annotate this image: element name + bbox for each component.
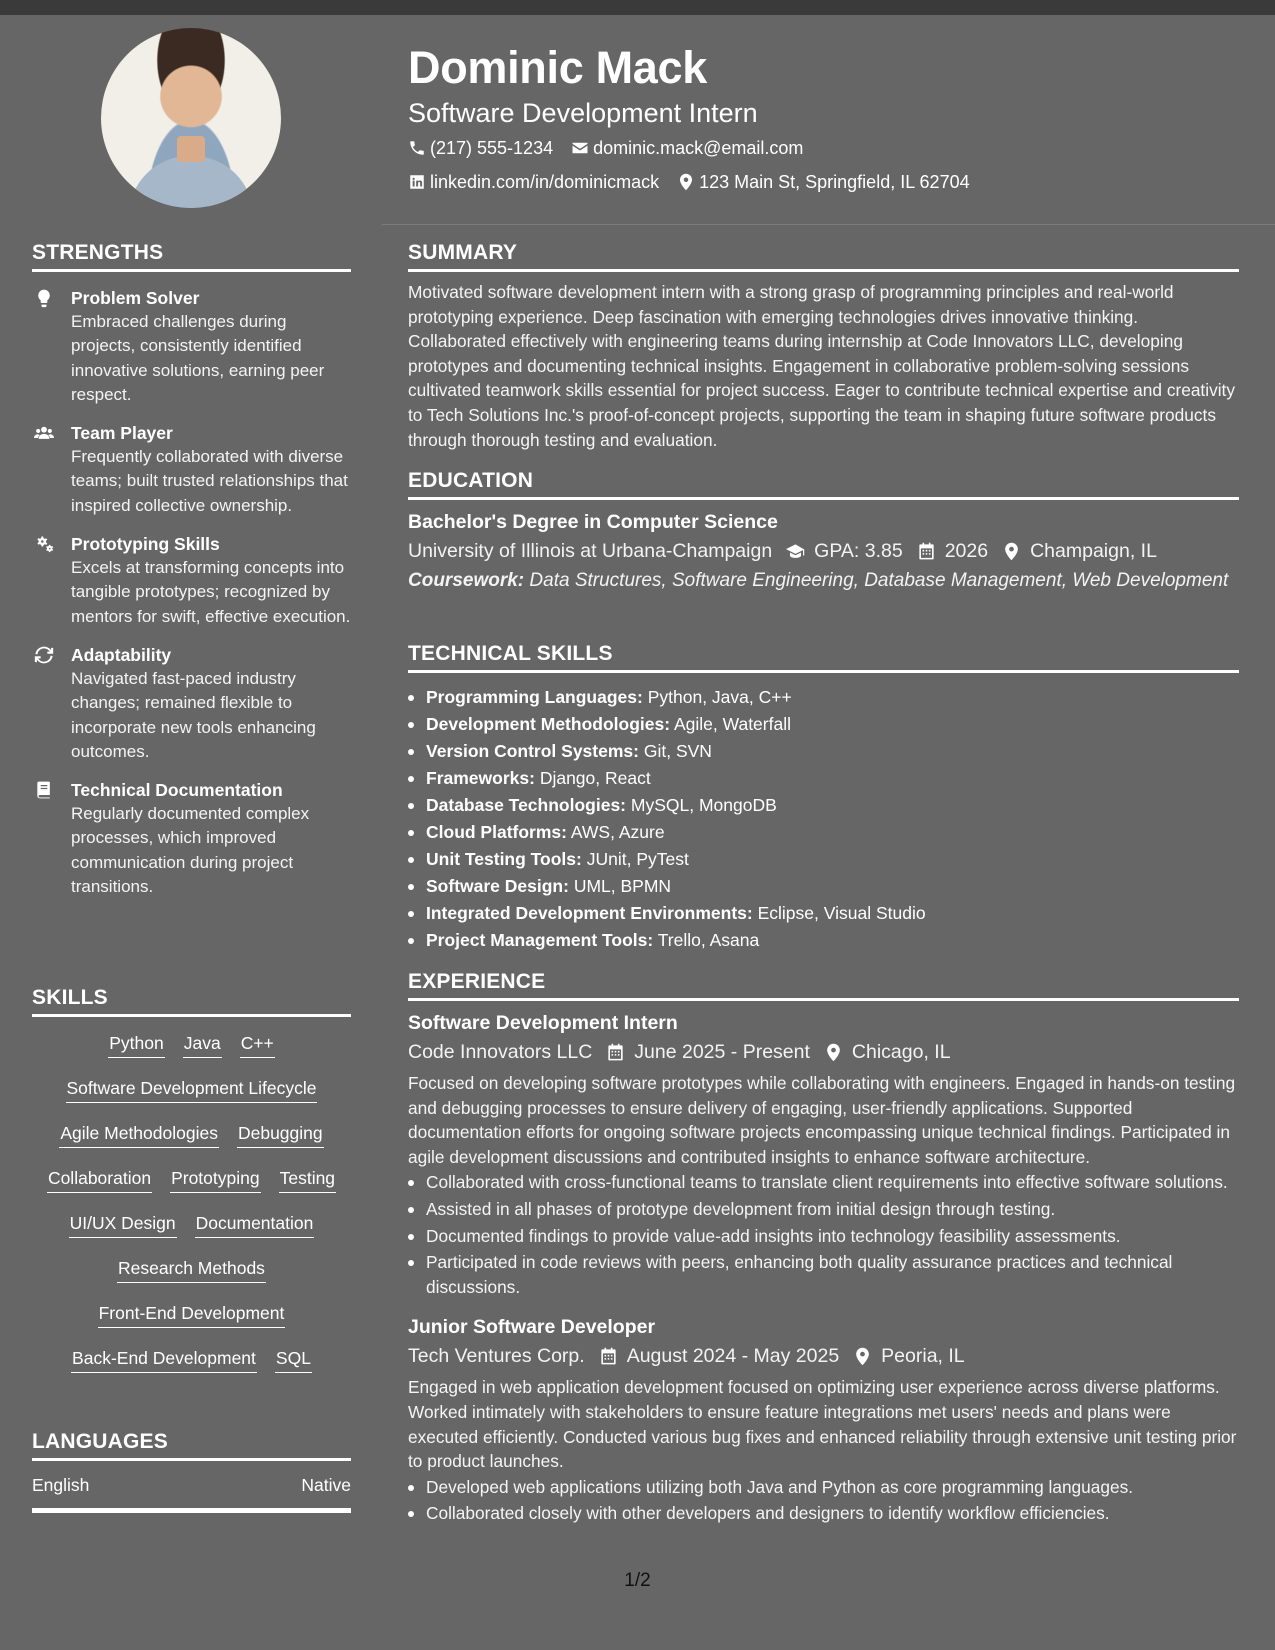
strength-title: Problem Solver — [71, 288, 200, 308]
list-item: Assisted in all phases of prototype development from initial design through testing. — [408, 1197, 1239, 1222]
job-description: Engaged in web application development focused on optimizing user experience across diverse platforms. Worked intimately with stakeholders to ensure feature integrations met users' needs and plans were executed efficiently. Conducted various bug fixes and enhanced reliability through extensive unit testing prior to product launches. — [408, 1377, 1237, 1472]
skill-chip: Research Methods — [117, 1254, 266, 1283]
phone-contact — [408, 132, 553, 164]
job-title: Junior Software Developer — [408, 1316, 656, 1339]
skill-chip: Collaboration — [47, 1164, 152, 1193]
skill-row — [32, 1164, 351, 1209]
coursework — [408, 568, 1239, 593]
section-title: TECHNICAL SKILLS — [408, 642, 1239, 673]
skill-chip: Front-End Development — [98, 1299, 286, 1328]
graduation-cap-icon — [786, 542, 805, 561]
sync-icon — [32, 644, 56, 666]
strength-description: Navigated fast-paced industry changes; remained flexible to incorporate new tools enhancing outcomes. — [71, 668, 316, 761]
address-contact — [677, 166, 970, 198]
strength-item — [32, 286, 351, 407]
job-entry — [408, 1313, 1239, 1526]
header-divider — [382, 224, 1275, 225]
section-title: STRENGTHS — [32, 241, 351, 272]
section-title: SKILLS — [32, 986, 351, 1017]
skill-chip: UI/UX Design — [69, 1209, 177, 1238]
skills-section — [32, 986, 351, 1389]
experience-section — [408, 970, 1239, 1528]
page-indicator: 1/2 — [624, 1570, 651, 1591]
job-location: Peoria, IL — [853, 1341, 964, 1371]
map-pin-icon — [1002, 542, 1021, 561]
users-icon — [32, 422, 56, 444]
list-item: Development Methodologies: Agile, Waterfall — [408, 711, 1239, 738]
phone-number: (217) 555-1234 — [430, 138, 554, 158]
list-item: Collaborated closely with other developers and designers to identify workflow efficiencies. — [408, 1501, 1239, 1526]
job-bullets — [408, 1475, 1239, 1526]
languages-section — [32, 1430, 351, 1513]
section-title: LANGUAGES — [32, 1430, 351, 1461]
skill-chip: Java — [183, 1029, 222, 1058]
phone-icon — [408, 139, 426, 157]
job-description: Focused on developing software prototypes while collaborating with engineers. Engaged in hands-on testing and debugging processes to ensure delivery of engaging, user-friendly applications. Supported documentation efforts for ongoing software projects encompassing unique technical findings. Participated in agile development discussions and contributed insights to enhance software architecture. — [408, 1073, 1236, 1167]
contact-row — [408, 166, 1238, 198]
skill-row — [32, 1254, 351, 1299]
email-address[interactable]: dominic.mack@email.com — [593, 138, 804, 158]
list-item: Cloud Platforms: AWS, Azure — [408, 819, 1239, 846]
degree-title: Bachelor's Degree in Computer Science — [408, 511, 778, 533]
calendar-icon — [917, 542, 936, 561]
coursework-list: Data Structures, Software Engineering, Database Management, Web Development — [529, 570, 1229, 591]
strengths-section — [32, 241, 351, 899]
strength-item — [32, 421, 351, 518]
graduation-year: 2026 — [917, 536, 988, 566]
calendar-icon — [599, 1347, 618, 1366]
education-meta — [408, 536, 1239, 566]
contact-row — [408, 132, 1238, 164]
skill-row — [32, 1299, 351, 1344]
language-row — [32, 1475, 351, 1513]
skill-row — [32, 1209, 351, 1254]
skill-chip: Software Development Lifecycle — [66, 1074, 318, 1103]
list-item: Database Technologies: MySQL, MongoDB — [408, 792, 1239, 819]
envelope-icon — [571, 139, 589, 157]
job-location: Chicago, IL — [824, 1037, 951, 1067]
list-item: Collaborated with cross-functional teams to translate client requirements into effective software solutions. — [408, 1170, 1239, 1195]
strength-description: Excels at transforming concepts into tangible prototypes; recognized by mentors for swift, effective execution. — [71, 558, 351, 626]
skill-row — [32, 1074, 351, 1119]
map-pin-icon — [853, 1347, 872, 1366]
strength-title: Prototyping Skills — [71, 534, 220, 555]
skill-chip: Agile Methodologies — [59, 1119, 219, 1148]
linkedin-contact[interactable] — [408, 166, 659, 198]
calendar-icon — [606, 1043, 625, 1062]
job-title: Software Development Intern — [408, 1012, 678, 1034]
strength-title: Technical Documentation — [71, 780, 283, 801]
skill-row — [32, 1119, 351, 1164]
book-icon — [32, 779, 56, 801]
linkedin-url[interactable]: linkedin.com/in/dominicmack — [430, 172, 660, 192]
strength-item — [32, 532, 351, 629]
list-item: Documented findings to provide value-add insights into technology feasibility assessments. — [408, 1224, 1239, 1249]
job-bullets — [408, 1170, 1239, 1299]
strength-title: Adaptability — [71, 644, 172, 665]
skill-chip: Back-End Development — [71, 1344, 257, 1373]
candidate-role: Software Development Intern — [408, 98, 758, 128]
section-title: EXPERIENCE — [408, 970, 1239, 1001]
job-dates: August 2024 - May 2025 — [599, 1341, 839, 1371]
strength-description: Frequently collaborated with diverse teams; built trusted relationships that inspired collective ownership. — [71, 447, 348, 515]
list-item: Developed web applications utilizing both Java and Python as core programming languages. — [408, 1475, 1239, 1500]
job-entry — [408, 1009, 1239, 1299]
skill-row — [32, 1029, 351, 1074]
summary-section — [408, 241, 1239, 452]
job-meta — [408, 1037, 1239, 1067]
company-name: Tech Ventures Corp. — [408, 1345, 585, 1368]
skill-row — [32, 1344, 351, 1389]
skill-chips — [32, 1029, 351, 1389]
strength-item — [32, 643, 351, 764]
job-dates: June 2025 - Present — [606, 1037, 810, 1067]
linkedin-icon — [408, 173, 426, 191]
list-item: Programming Languages: Python, Java, C++ — [408, 684, 1239, 711]
map-pin-icon — [824, 1043, 843, 1062]
section-title: EDUCATION — [408, 469, 1239, 500]
list-item: Unit Testing Tools: JUnit, PyTest — [408, 846, 1239, 873]
section-title: SUMMARY — [408, 241, 1239, 272]
home-address: 123 Main St, Springfield, IL 62704 — [699, 172, 970, 192]
school-name: University of Illinois at Urbana-Champaign — [408, 540, 773, 562]
list-item: Frameworks: Django, React — [408, 765, 1239, 792]
education-section — [408, 469, 1239, 593]
coursework-label: Coursework: — [408, 570, 525, 591]
profile-photo — [101, 28, 281, 208]
list-item: Project Management Tools: Trello, Asana — [408, 927, 1239, 954]
strength-item — [32, 778, 351, 899]
job-meta — [408, 1341, 1239, 1371]
list-item: Version Control Systems: Git, SVN — [408, 738, 1239, 765]
list-item: Participated in code reviews with peers, enhancing both quality assurance practices and technical discussions. — [408, 1250, 1239, 1299]
technical-skills-section — [408, 642, 1239, 954]
gears-icon — [32, 533, 56, 555]
strength-title: Team Player — [71, 423, 173, 444]
list-item: Software Design: UML, BPMN — [408, 873, 1239, 900]
strength-description: Regularly documented complex processes, which improved communication during project transitions. — [71, 804, 310, 897]
lightbulb-icon — [32, 287, 56, 309]
skill-chip: Documentation — [195, 1209, 315, 1238]
language-level: Native — [301, 1475, 351, 1495]
skill-chip: SQL — [275, 1344, 312, 1373]
school-location: Champaign, IL — [1002, 536, 1157, 566]
skill-chip: Python — [108, 1029, 164, 1058]
resume-header — [408, 40, 1238, 198]
language-name: English — [32, 1475, 90, 1495]
skill-chip: C++ — [240, 1029, 275, 1058]
list-item: Integrated Development Environments: Eclipse, Visual Studio — [408, 900, 1239, 927]
email-contact[interactable] — [571, 132, 803, 164]
strength-description: Embraced challenges during projects, consistently identified innovative solutions, earning peer respect. — [71, 312, 325, 404]
company-name: Code Innovators LLC — [408, 1041, 593, 1063]
skill-chip: Debugging — [237, 1119, 324, 1148]
skill-chip: Prototyping — [170, 1164, 261, 1193]
skill-chip: Testing — [279, 1164, 336, 1193]
candidate-name: Dominic Mack — [408, 42, 707, 93]
technical-skills-list — [408, 684, 1239, 954]
top-bar — [0, 0, 1275, 15]
summary-text: Motivated software development intern with a strong grasp of programming principles and real-world prototyping experience. Deep fascination with emerging technologies drives innovative thinking. Collaborated effectively with engineering teams during internship at Code Innovators LLC, developing prototypes and documenting technical insights. Engagement in collaborative problem-solving sessions cultivated teamwork skills essential for project success. Eager to contribute technical expertise and creativity to Tech Solutions Inc.'s proof-of-concept projects, supporting the team in shaping future software products through thorough testing and evaluation. — [408, 282, 1235, 450]
map-pin-icon — [677, 173, 695, 191]
gpa: GPA: 3.85 — [786, 536, 903, 566]
